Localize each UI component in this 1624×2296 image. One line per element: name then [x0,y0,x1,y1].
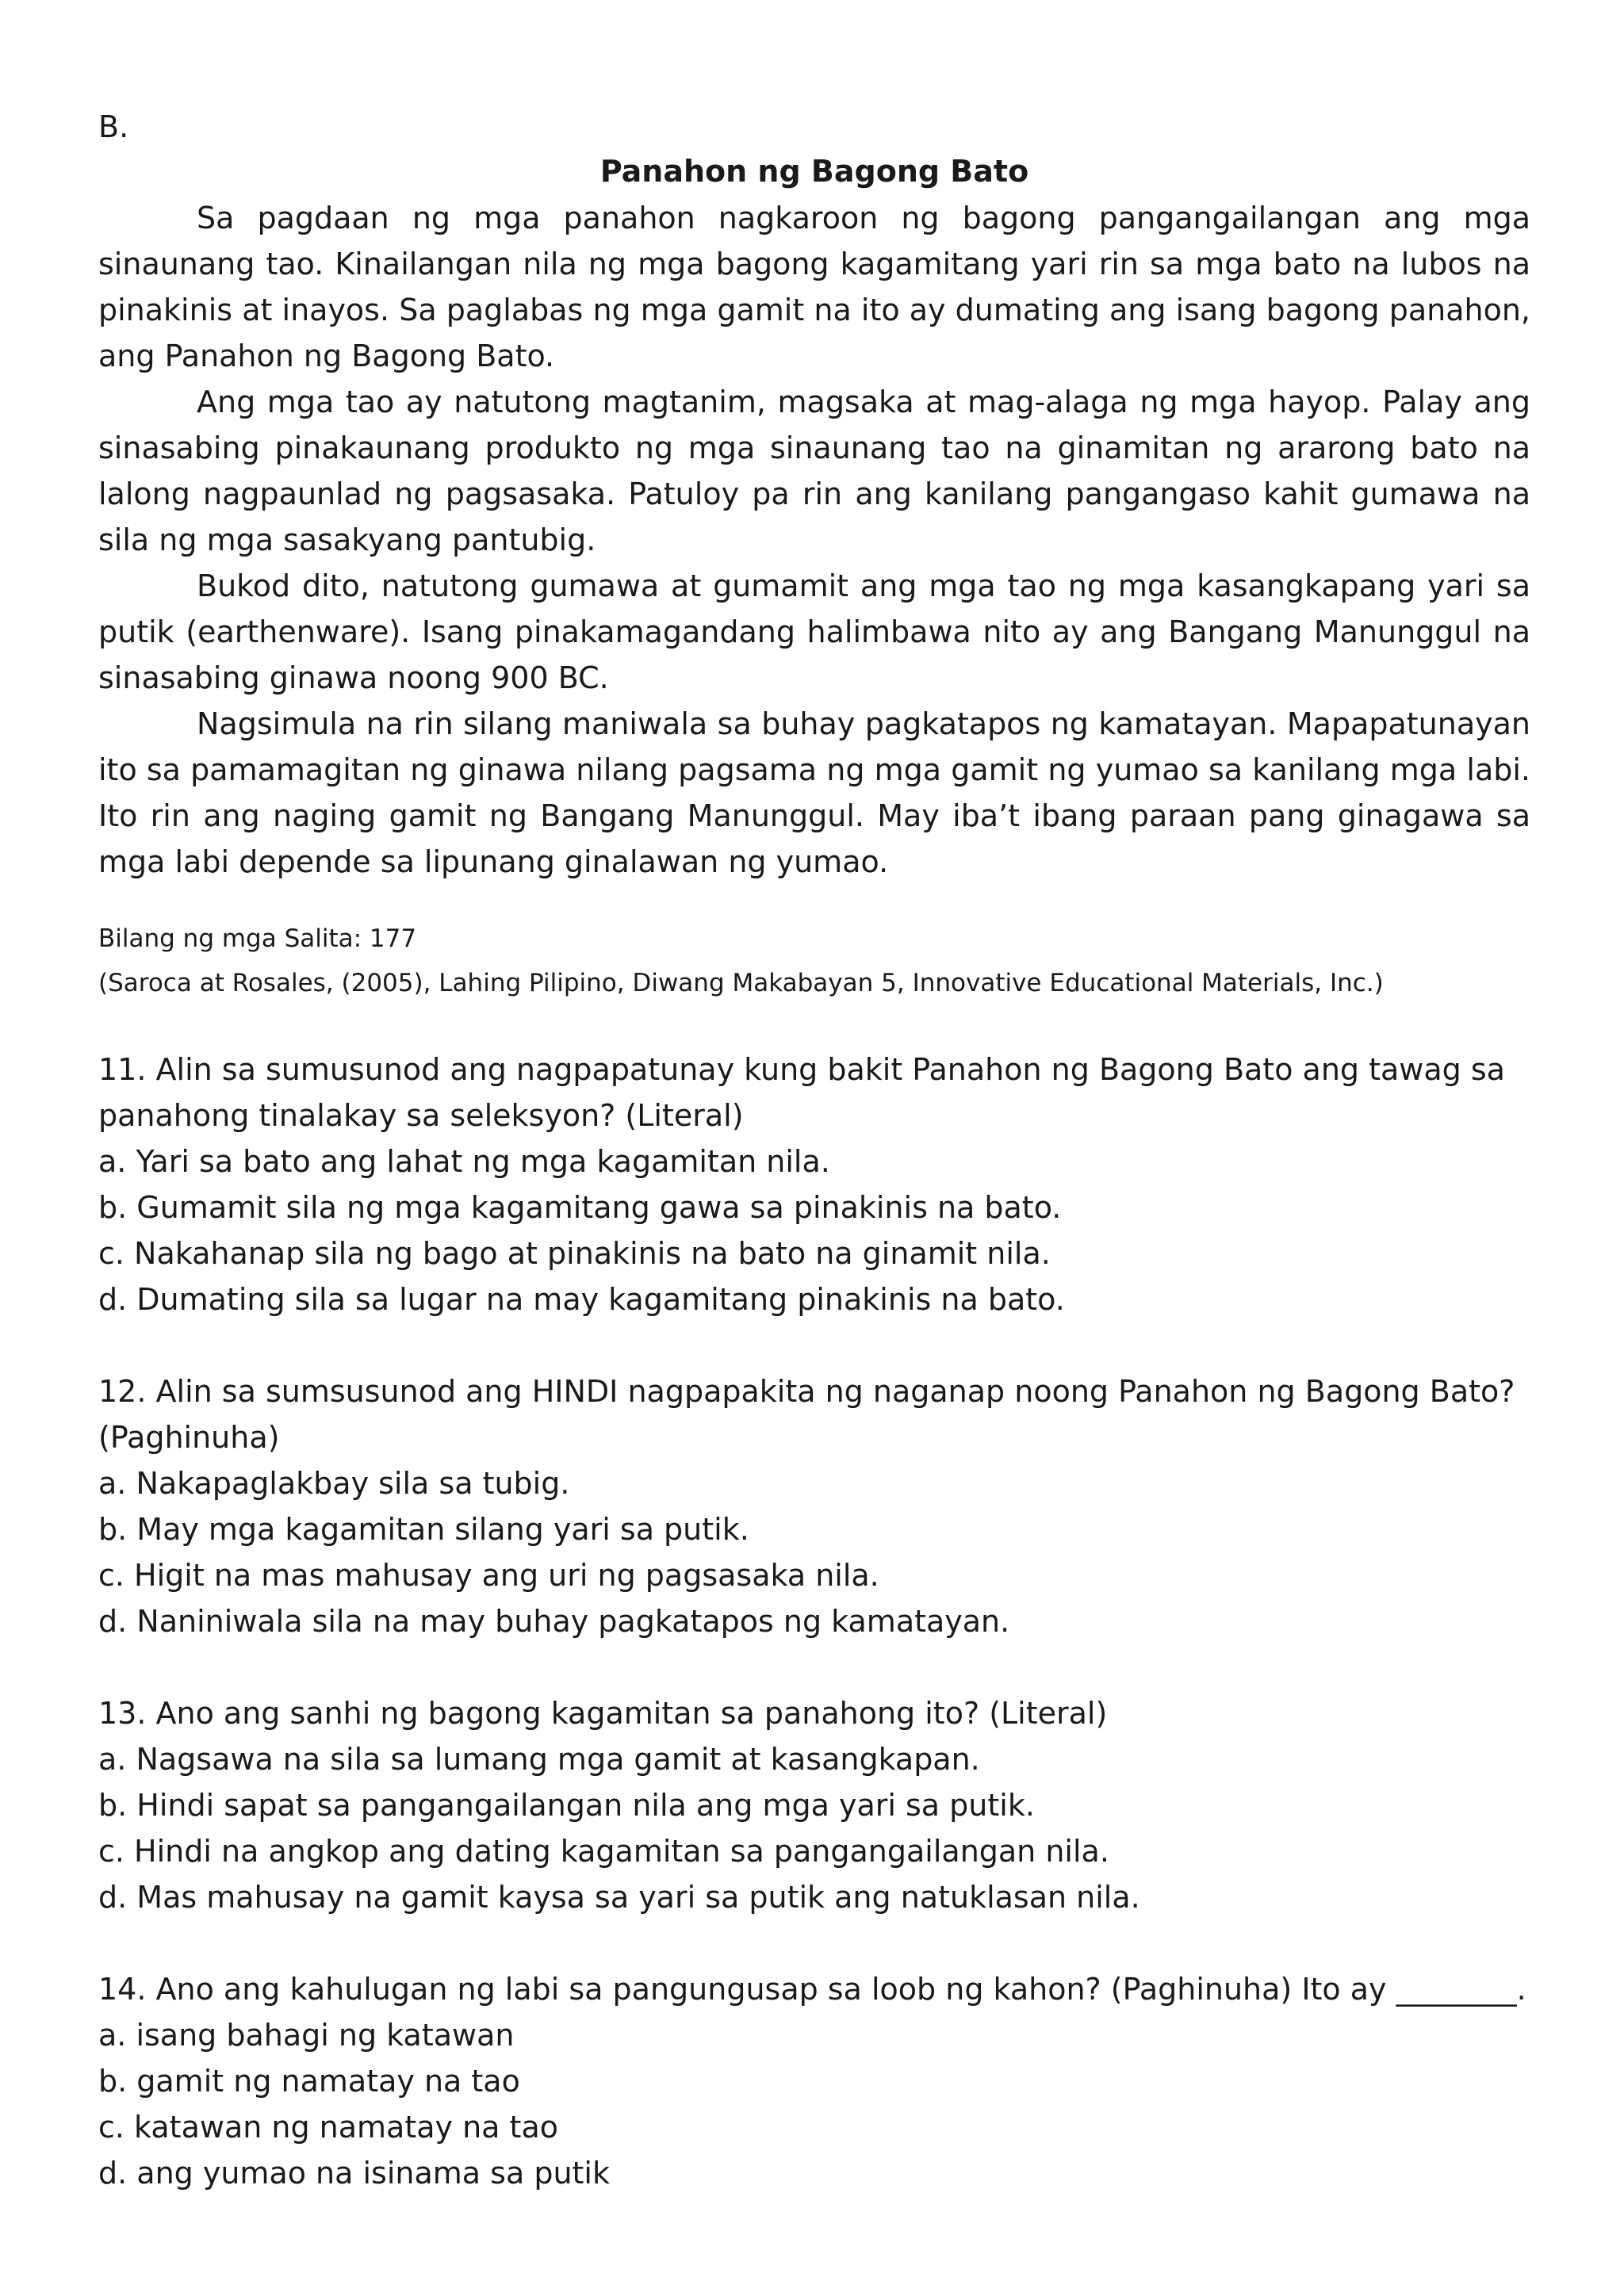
choice-item: c. Hindi na angkop ang dating kagamitan sa pangangailangan nila. [98,1834,1109,1869]
question-prompt: 13. Ano ang sanhi ng bagong kagamitan sa panahong ito? (Literal) [98,1696,1108,1731]
section-label: B. [98,109,129,144]
choice-item: c. Higit na mas mahusay ang uri ng pagsasaka nila. [98,1558,879,1593]
choice-item: b. Gumamit sila ng mga kagamitang gawa sa pinakinis na bato. [98,1190,1062,1225]
question-item [98,1690,1530,1920]
passage-paragraph: Ang mga tao ay natutong magtanim, magsaka at mag-alaga ng mga hayop. Palay ang sinasabing pinakaunang produkto ng mga sinaunang tao na ginamitan ng ararong bato na lalong nagpaunlad ng pagsasaka. Patuloy pa rin ang kanilang pangangaso kahit gumawa na sila ng mga sasakyang pantubig. [98,385,1530,557]
choice-item: d. Naniniwala sila na may buhay pagkatapos ng kamatayan. [98,1604,1010,1639]
choice-item: d. Mas mahusay na gamit kaysa sa yari sa putik ang natuklasan nila. [98,1880,1140,1915]
choice-item: c. Nakahanap sila ng bago at pinakinis na bato na ginamit nila. [98,1236,1051,1271]
choice-item: a. Nagsawa na sila sa lumang mga gamit at kasangkapan. [98,1742,980,1777]
source-citation: (Saroca at Rosales, (2005), Lahing Pilipino, Diwang Makabayan 5, Innovative Educational Materials, Inc.) [98,969,1384,997]
choice-item: a. isang bahagi ng katawan [98,2018,515,2053]
word-count: Bilang ng mga Salita: 177 [98,924,417,953]
choice-item: b. May mga kagamitan silang yari sa putik. [98,1512,749,1547]
choice-item: a. Yari sa bato ang lahat ng mga kagamitan nila. [98,1144,830,1179]
passage-title: Panahon ng Bagong Bato [599,154,1029,189]
choice-item: a. Nakapaglakbay sila sa tubig. [98,1466,570,1501]
choice-item: c. katawan ng namatay na tao [98,2110,558,2145]
question-prompt: 11. Alin sa sumusunod ang nagpapatunay kung bakit Panahon ng Bagong Bato ang tawag sa panahong tinalakay sa seleksyon? (Literal) [98,1052,1505,1133]
choice-item: d. ang yumao na isinama sa putik [98,2156,610,2191]
passage-paragraph: Nagsimula na rin silang maniwala sa buhay pagkatapos ng kamatayan. Mapapatunayan ito sa pamamagitan ng ginawa nilang pagsama ng mga gamit ng yumao sa kanilang mga labi. Ito rin ang naging gamit ng Bangang Manunggul. May iba’t ibang paraan pang ginagawa sa mga labi depende sa lipunang ginalawan ng yumao. [98,706,1530,879]
question-prompt: 14. Ano ang kahulugan ng labi sa pangungusap sa loob ng kahon? (Paghinuha) Ito ay ________. [98,1972,1526,2007]
question-item [98,1966,1530,2196]
question-item [98,1047,1530,1322]
choice-item: d. Dumating sila sa lugar na may kagamitang pinakinis na bato. [98,1282,1065,1317]
passage-body [98,195,1530,885]
choice-item: b. Hindi sapat sa pangangailangan nila ang mga yari sa putik. [98,1788,1035,1823]
choice-list [98,1460,1530,1644]
passage-paragraph: Bukod dito, natutong gumawa at gumamit ang mga tao ng mga kasangkapang yari sa putik (earthenware). Isang pinakamagandang halimbawa nito ay ang Bangang Manunggul na sinasabing ginawa noong 900 BC. [98,568,1530,695]
choice-list [98,1736,1530,1920]
choice-list [98,2012,1530,2196]
choice-list [98,1138,1530,1322]
question-prompt: 12. Alin sa sumsusunod ang HINDI nagpapakita ng naganap noong Panahon ng Bagong Bato? (Paghinuha) [98,1374,1515,1455]
choice-item: b. gamit ng namatay na tao [98,2064,520,2099]
question-item [98,1368,1530,1644]
document-page [98,105,1530,2196]
passage-paragraph: Sa pagdaan ng mga panahon nagkaroon ng bagong pangangailangan ang mga sinaunang tao. Kinailangan nila ng mga bagong kagamitang yari rin sa mga bato na lubos na pinakinis at inayos. Sa paglabas ng mga gamit na ito ay dumating ang isang bagong panahon, ang Panahon ng Bagong Bato. [98,201,1530,373]
